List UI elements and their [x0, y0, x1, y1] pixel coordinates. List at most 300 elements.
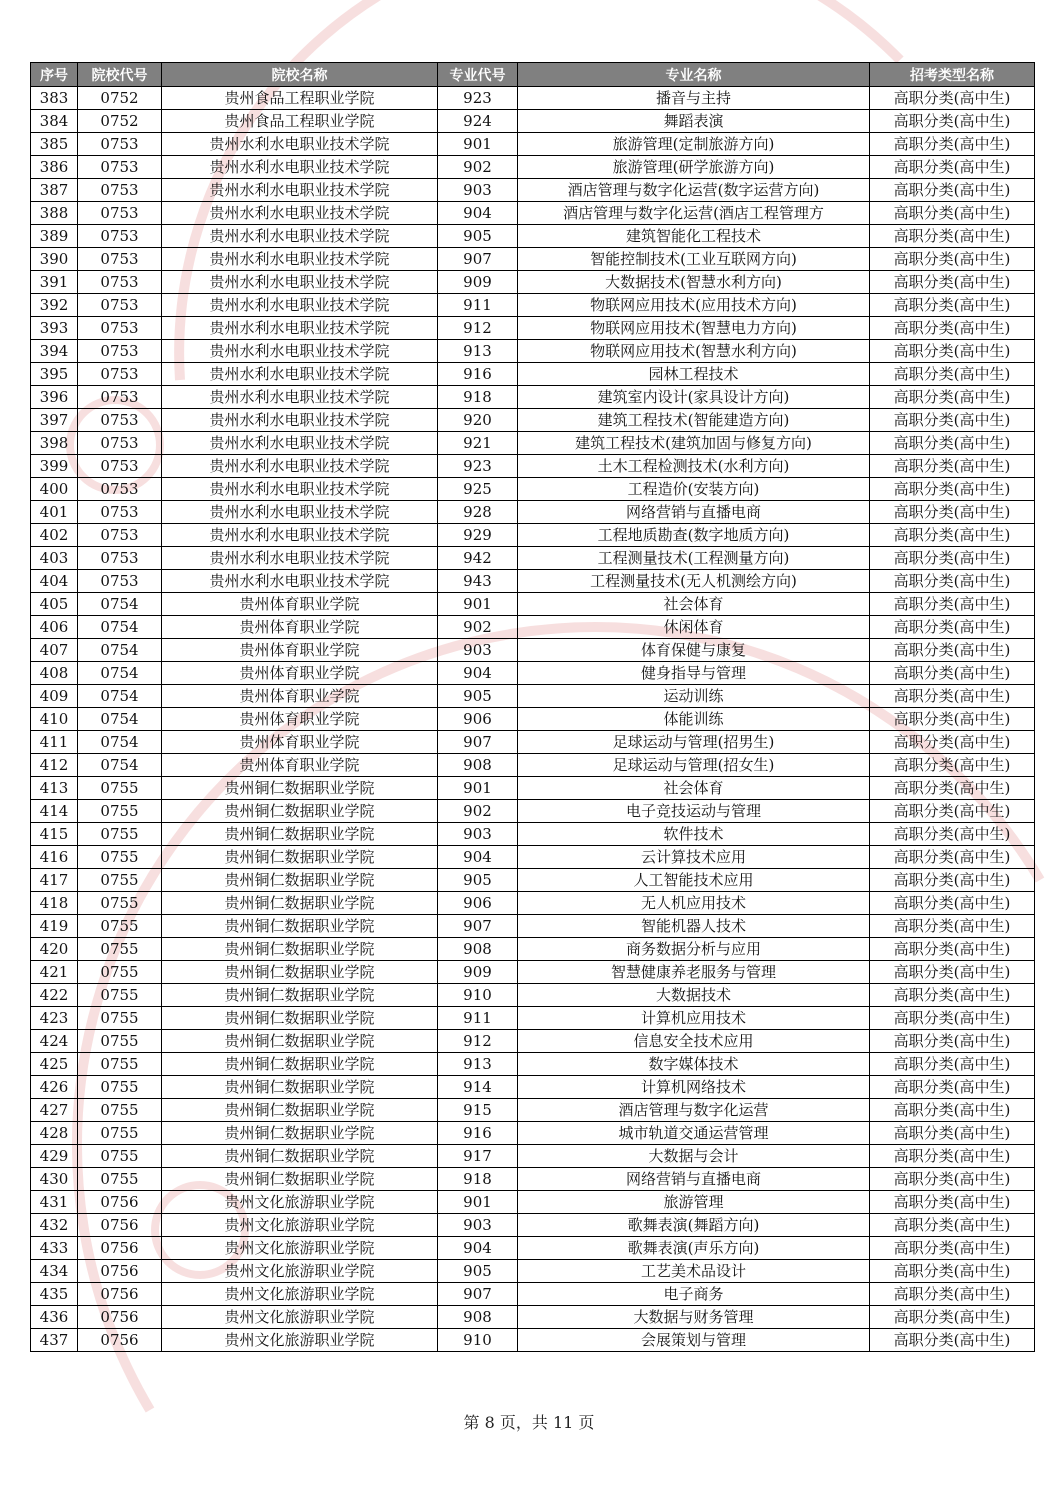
- cell-exam-type: 高职分类(高中生): [870, 800, 1035, 823]
- cell-major-name: 云计算技术应用: [518, 846, 870, 869]
- cell-major-code: 901: [438, 1191, 518, 1214]
- cell-major-name: 体能训练: [518, 708, 870, 731]
- cell-major-code: 902: [438, 156, 518, 179]
- table-row: [31, 317, 1035, 340]
- cell-seq: 420: [31, 938, 78, 961]
- cell-major-code: 918: [438, 386, 518, 409]
- table-row: [31, 87, 1035, 110]
- cell-school-name: 贵州文化旅游职业学院: [162, 1283, 438, 1306]
- cell-exam-type: 高职分类(高中生): [870, 271, 1035, 294]
- table-row: [31, 731, 1035, 754]
- cell-exam-type: 高职分类(高中生): [870, 1145, 1035, 1168]
- cell-exam-type: 高职分类(高中生): [870, 110, 1035, 133]
- cell-exam-type: 高职分类(高中生): [870, 1214, 1035, 1237]
- table-row: [31, 685, 1035, 708]
- table-row: [31, 1306, 1035, 1329]
- cell-school-code: 0752: [78, 110, 162, 133]
- cell-exam-type: 高职分类(高中生): [870, 869, 1035, 892]
- table-row: [31, 547, 1035, 570]
- cell-major-name: 城市轨道交通运营管理: [518, 1122, 870, 1145]
- cell-exam-type: 高职分类(高中生): [870, 340, 1035, 363]
- cell-exam-type: 高职分类(高中生): [870, 892, 1035, 915]
- cell-major-name: 足球运动与管理(招女生): [518, 754, 870, 777]
- cell-school-name: 贵州水利水电职业技术学院: [162, 478, 438, 501]
- cell-major-name: 社会体育: [518, 593, 870, 616]
- cell-school-code: 0753: [78, 294, 162, 317]
- cell-exam-type: 高职分类(高中生): [870, 156, 1035, 179]
- cell-seq: 428: [31, 1122, 78, 1145]
- cell-exam-type: 高职分类(高中生): [870, 984, 1035, 1007]
- table-row: [31, 570, 1035, 593]
- cell-school-name: 贵州水利水电职业技术学院: [162, 547, 438, 570]
- cell-school-name: 贵州水利水电职业技术学院: [162, 432, 438, 455]
- cell-major-code: 908: [438, 938, 518, 961]
- cell-exam-type: 高职分类(高中生): [870, 731, 1035, 754]
- header-school-name: 院校名称: [162, 63, 438, 87]
- cell-school-code: 0754: [78, 593, 162, 616]
- cell-seq: 410: [31, 708, 78, 731]
- cell-school-code: 0753: [78, 340, 162, 363]
- cell-school-code: 0753: [78, 501, 162, 524]
- table-row: [31, 524, 1035, 547]
- cell-major-name: 工艺美术品设计: [518, 1260, 870, 1283]
- cell-exam-type: 高职分类(高中生): [870, 593, 1035, 616]
- cell-school-name: 贵州水利水电职业技术学院: [162, 271, 438, 294]
- cell-major-code: 902: [438, 616, 518, 639]
- table-row: [31, 639, 1035, 662]
- cell-exam-type: 高职分类(高中生): [870, 432, 1035, 455]
- cell-school-code: 0754: [78, 639, 162, 662]
- cell-exam-type: 高职分类(高中生): [870, 639, 1035, 662]
- cell-school-name: 贵州铜仁数据职业学院: [162, 1030, 438, 1053]
- cell-major-name: 物联网应用技术(智慧水利方向): [518, 340, 870, 363]
- cell-major-name: 社会体育: [518, 777, 870, 800]
- cell-major-code: 904: [438, 846, 518, 869]
- cell-school-name: 贵州铜仁数据职业学院: [162, 869, 438, 892]
- cell-school-code: 0755: [78, 1007, 162, 1030]
- cell-seq: 383: [31, 87, 78, 110]
- cell-major-code: 903: [438, 1214, 518, 1237]
- table-row: [31, 823, 1035, 846]
- table-row: [31, 1237, 1035, 1260]
- table-row: [31, 777, 1035, 800]
- cell-major-name: 无人机应用技术: [518, 892, 870, 915]
- cell-exam-type: 高职分类(高中生): [870, 616, 1035, 639]
- cell-school-code: 0755: [78, 1099, 162, 1122]
- cell-major-code: 908: [438, 1306, 518, 1329]
- cell-school-name: 贵州铜仁数据职业学院: [162, 777, 438, 800]
- cell-school-code: 0753: [78, 156, 162, 179]
- cell-major-name: 建筑智能化工程技术: [518, 225, 870, 248]
- table-row: [31, 869, 1035, 892]
- cell-major-code: 924: [438, 110, 518, 133]
- cell-major-code: 911: [438, 1007, 518, 1030]
- cell-school-code: 0755: [78, 1168, 162, 1191]
- cell-exam-type: 高职分类(高中生): [870, 133, 1035, 156]
- cell-exam-type: 高职分类(高中生): [870, 1007, 1035, 1030]
- cell-school-name: 贵州体育职业学院: [162, 731, 438, 754]
- cell-major-name: 歌舞表演(舞蹈方向): [518, 1214, 870, 1237]
- cell-school-code: 0755: [78, 961, 162, 984]
- cell-major-name: 运动训练: [518, 685, 870, 708]
- table-row: [31, 1122, 1035, 1145]
- cell-major-name: 园林工程技术: [518, 363, 870, 386]
- cell-school-code: 0755: [78, 800, 162, 823]
- cell-major-name: 智能机器人技术: [518, 915, 870, 938]
- header-school-code: 院校代号: [78, 63, 162, 87]
- cell-school-name: 贵州文化旅游职业学院: [162, 1237, 438, 1260]
- cell-school-name: 贵州铜仁数据职业学院: [162, 1007, 438, 1030]
- cell-school-name: 贵州水利水电职业技术学院: [162, 179, 438, 202]
- cell-school-name: 贵州铜仁数据职业学院: [162, 1053, 438, 1076]
- cell-seq: 404: [31, 570, 78, 593]
- cell-seq: 430: [31, 1168, 78, 1191]
- cell-exam-type: 高职分类(高中生): [870, 87, 1035, 110]
- cell-exam-type: 高职分类(高中生): [870, 248, 1035, 271]
- cell-exam-type: 高职分类(高中生): [870, 1237, 1035, 1260]
- cell-major-code: 901: [438, 133, 518, 156]
- cell-exam-type: 高职分类(高中生): [870, 1099, 1035, 1122]
- cell-exam-type: 高职分类(高中生): [870, 823, 1035, 846]
- cell-exam-type: 高职分类(高中生): [870, 1283, 1035, 1306]
- cell-exam-type: 高职分类(高中生): [870, 1030, 1035, 1053]
- cell-school-code: 0753: [78, 455, 162, 478]
- cell-school-code: 0754: [78, 616, 162, 639]
- cell-major-name: 舞蹈表演: [518, 110, 870, 133]
- cell-exam-type: 高职分类(高中生): [870, 478, 1035, 501]
- cell-seq: 395: [31, 363, 78, 386]
- cell-school-code: 0755: [78, 1076, 162, 1099]
- table-row: [31, 961, 1035, 984]
- cell-major-name: 工程测量技术(工程测量方向): [518, 547, 870, 570]
- cell-major-name: 工程测量技术(无人机测绘方向): [518, 570, 870, 593]
- cell-school-code: 0756: [78, 1260, 162, 1283]
- cell-school-code: 0753: [78, 478, 162, 501]
- cell-major-code: 907: [438, 731, 518, 754]
- cell-major-code: 911: [438, 294, 518, 317]
- cell-school-code: 0755: [78, 892, 162, 915]
- cell-exam-type: 高职分类(高中生): [870, 938, 1035, 961]
- cell-school-name: 贵州铜仁数据职业学院: [162, 1145, 438, 1168]
- table-row: [31, 478, 1035, 501]
- cell-seq: 394: [31, 340, 78, 363]
- cell-school-name: 贵州铜仁数据职业学院: [162, 1076, 438, 1099]
- cell-exam-type: 高职分类(高中生): [870, 501, 1035, 524]
- table-row: [31, 593, 1035, 616]
- table-row: [31, 110, 1035, 133]
- table-row: [31, 892, 1035, 915]
- cell-school-code: 0754: [78, 685, 162, 708]
- cell-major-name: 数字媒体技术: [518, 1053, 870, 1076]
- table-row: [31, 225, 1035, 248]
- cell-major-name: 旅游管理(研学旅游方向): [518, 156, 870, 179]
- cell-exam-type: 高职分类(高中生): [870, 708, 1035, 731]
- cell-school-code: 0755: [78, 777, 162, 800]
- table-row: [31, 1053, 1035, 1076]
- cell-school-code: 0753: [78, 202, 162, 225]
- cell-school-code: 0754: [78, 708, 162, 731]
- table-row: [31, 501, 1035, 524]
- cell-major-code: 907: [438, 915, 518, 938]
- cell-major-name: 电子商务: [518, 1283, 870, 1306]
- cell-major-code: 943: [438, 570, 518, 593]
- cell-seq: 396: [31, 386, 78, 409]
- cell-major-code: 912: [438, 317, 518, 340]
- cell-exam-type: 高职分类(高中生): [870, 662, 1035, 685]
- cell-school-code: 0753: [78, 133, 162, 156]
- cell-school-code: 0753: [78, 547, 162, 570]
- table-row: [31, 662, 1035, 685]
- cell-seq: 386: [31, 156, 78, 179]
- cell-major-name: 网络营销与直播电商: [518, 1168, 870, 1191]
- cell-major-code: 910: [438, 984, 518, 1007]
- cell-seq: 426: [31, 1076, 78, 1099]
- cell-school-name: 贵州水利水电职业技术学院: [162, 409, 438, 432]
- cell-school-name: 贵州水利水电职业技术学院: [162, 133, 438, 156]
- cell-major-name: 酒店管理与数字化运营(酒店工程管理方: [518, 202, 870, 225]
- cell-school-name: 贵州铜仁数据职业学院: [162, 961, 438, 984]
- cell-seq: 405: [31, 593, 78, 616]
- table-row: [31, 1214, 1035, 1237]
- cell-exam-type: 高职分类(高中生): [870, 1329, 1035, 1352]
- cell-seq: 432: [31, 1214, 78, 1237]
- cell-exam-type: 高职分类(高中生): [870, 754, 1035, 777]
- cell-exam-type: 高职分类(高中生): [870, 202, 1035, 225]
- cell-major-name: 建筑工程技术(智能建造方向): [518, 409, 870, 432]
- cell-exam-type: 高职分类(高中生): [870, 294, 1035, 317]
- cell-major-code: 907: [438, 1283, 518, 1306]
- cell-school-name: 贵州铜仁数据职业学院: [162, 915, 438, 938]
- table-row: [31, 294, 1035, 317]
- table-row: [31, 1145, 1035, 1168]
- cell-seq: 408: [31, 662, 78, 685]
- cell-major-code: 928: [438, 501, 518, 524]
- cell-school-name: 贵州食品工程职业学院: [162, 87, 438, 110]
- cell-school-code: 0755: [78, 984, 162, 1007]
- cell-exam-type: 高职分类(高中生): [870, 409, 1035, 432]
- cell-school-name: 贵州水利水电职业技术学院: [162, 294, 438, 317]
- table-row: [31, 133, 1035, 156]
- cell-school-code: 0756: [78, 1191, 162, 1214]
- cell-school-name: 贵州水利水电职业技术学院: [162, 248, 438, 271]
- cell-school-code: 0755: [78, 915, 162, 938]
- cell-seq: 407: [31, 639, 78, 662]
- cell-school-name: 贵州水利水电职业技术学院: [162, 570, 438, 593]
- cell-major-name: 会展策划与管理: [518, 1329, 870, 1352]
- cell-major-code: 905: [438, 1260, 518, 1283]
- cell-school-code: 0753: [78, 524, 162, 547]
- cell-major-code: 903: [438, 823, 518, 846]
- cell-major-name: 大数据技术: [518, 984, 870, 1007]
- header-major-code: 专业代号: [438, 63, 518, 87]
- cell-major-code: 905: [438, 685, 518, 708]
- cell-major-code: 916: [438, 1122, 518, 1145]
- cell-major-code: 905: [438, 225, 518, 248]
- cell-seq: 409: [31, 685, 78, 708]
- cell-major-name: 电子竞技运动与管理: [518, 800, 870, 823]
- cell-major-name: 健身指导与管理: [518, 662, 870, 685]
- cell-major-name: 物联网应用技术(智慧电力方向): [518, 317, 870, 340]
- cell-major-name: 大数据技术(智慧水利方向): [518, 271, 870, 294]
- cell-school-name: 贵州体育职业学院: [162, 708, 438, 731]
- cell-seq: 417: [31, 869, 78, 892]
- cell-school-name: 贵州铜仁数据职业学院: [162, 892, 438, 915]
- cell-major-code: 909: [438, 271, 518, 294]
- cell-seq: 422: [31, 984, 78, 1007]
- cell-school-name: 贵州文化旅游职业学院: [162, 1329, 438, 1352]
- cell-exam-type: 高职分类(高中生): [870, 386, 1035, 409]
- cell-major-name: 人工智能技术应用: [518, 869, 870, 892]
- cell-seq: 423: [31, 1007, 78, 1030]
- cell-seq: 436: [31, 1306, 78, 1329]
- cell-school-name: 贵州水利水电职业技术学院: [162, 317, 438, 340]
- cell-school-name: 贵州食品工程职业学院: [162, 110, 438, 133]
- cell-major-name: 大数据与财务管理: [518, 1306, 870, 1329]
- cell-exam-type: 高职分类(高中生): [870, 524, 1035, 547]
- cell-major-code: 921: [438, 432, 518, 455]
- cell-school-code: 0755: [78, 1145, 162, 1168]
- cell-school-code: 0755: [78, 869, 162, 892]
- cell-school-name: 贵州水利水电职业技术学院: [162, 363, 438, 386]
- cell-school-code: 0754: [78, 754, 162, 777]
- table-row: [31, 202, 1035, 225]
- cell-exam-type: 高职分类(高中生): [870, 1306, 1035, 1329]
- table-header-row: [31, 63, 1035, 87]
- cell-seq: 431: [31, 1191, 78, 1214]
- cell-major-name: 播音与主持: [518, 87, 870, 110]
- cell-school-name: 贵州体育职业学院: [162, 754, 438, 777]
- table-row: [31, 616, 1035, 639]
- cell-major-code: 906: [438, 892, 518, 915]
- cell-school-code: 0756: [78, 1214, 162, 1237]
- page-footer: 第 8 页，共 11 页: [463, 1413, 595, 1432]
- cell-school-name: 贵州铜仁数据职业学院: [162, 800, 438, 823]
- cell-exam-type: 高职分类(高中生): [870, 1191, 1035, 1214]
- table-row: [31, 340, 1035, 363]
- cell-seq: 384: [31, 110, 78, 133]
- cell-school-code: 0755: [78, 1030, 162, 1053]
- cell-school-code: 0753: [78, 386, 162, 409]
- table-row: [31, 409, 1035, 432]
- cell-major-name: 酒店管理与数字化运营(数字运营方向): [518, 179, 870, 202]
- cell-school-code: 0755: [78, 1122, 162, 1145]
- cell-exam-type: 高职分类(高中生): [870, 685, 1035, 708]
- cell-seq: 388: [31, 202, 78, 225]
- cell-major-name: 工程地质勘查(数字地质方向): [518, 524, 870, 547]
- cell-school-name: 贵州水利水电职业技术学院: [162, 455, 438, 478]
- cell-school-name: 贵州水利水电职业技术学院: [162, 225, 438, 248]
- table-row: [31, 271, 1035, 294]
- cell-school-name: 贵州水利水电职业技术学院: [162, 156, 438, 179]
- table-row: [31, 938, 1035, 961]
- table-row: [31, 455, 1035, 478]
- cell-seq: 401: [31, 501, 78, 524]
- cell-school-code: 0755: [78, 823, 162, 846]
- cell-major-code: 905: [438, 869, 518, 892]
- cell-major-name: 网络营销与直播电商: [518, 501, 870, 524]
- cell-school-name: 贵州铜仁数据职业学院: [162, 984, 438, 1007]
- cell-major-code: 929: [438, 524, 518, 547]
- cell-major-name: 歌舞表演(声乐方向): [518, 1237, 870, 1260]
- cell-major-name: 休闲体育: [518, 616, 870, 639]
- cell-school-name: 贵州体育职业学院: [162, 662, 438, 685]
- cell-major-code: 902: [438, 800, 518, 823]
- cell-seq: 391: [31, 271, 78, 294]
- cell-major-code: 910: [438, 1329, 518, 1352]
- cell-major-code: 901: [438, 777, 518, 800]
- cell-seq: 435: [31, 1283, 78, 1306]
- cell-school-code: 0753: [78, 432, 162, 455]
- table-row: [31, 1191, 1035, 1214]
- cell-seq: 427: [31, 1099, 78, 1122]
- cell-seq: 414: [31, 800, 78, 823]
- cell-school-code: 0753: [78, 179, 162, 202]
- cell-major-name: 建筑工程技术(建筑加固与修复方向): [518, 432, 870, 455]
- cell-major-name: 计算机网络技术: [518, 1076, 870, 1099]
- table-row: [31, 156, 1035, 179]
- cell-major-code: 909: [438, 961, 518, 984]
- cell-major-code: 942: [438, 547, 518, 570]
- cell-school-name: 贵州体育职业学院: [162, 593, 438, 616]
- cell-school-name: 贵州铜仁数据职业学院: [162, 938, 438, 961]
- cell-major-name: 智慧健康养老服务与管理: [518, 961, 870, 984]
- cell-school-name: 贵州体育职业学院: [162, 616, 438, 639]
- cell-school-name: 贵州文化旅游职业学院: [162, 1191, 438, 1214]
- cell-seq: 390: [31, 248, 78, 271]
- cell-major-code: 920: [438, 409, 518, 432]
- cell-school-code: 0753: [78, 271, 162, 294]
- cell-major-name: 酒店管理与数字化运营: [518, 1099, 870, 1122]
- cell-major-code: 906: [438, 708, 518, 731]
- enrollment-table: [30, 62, 1035, 1352]
- cell-major-code: 915: [438, 1099, 518, 1122]
- cell-major-code: 916: [438, 363, 518, 386]
- table-row: [31, 1260, 1035, 1283]
- cell-major-name: 建筑室内设计(家具设计方向): [518, 386, 870, 409]
- cell-school-name: 贵州水利水电职业技术学院: [162, 501, 438, 524]
- cell-major-code: 903: [438, 179, 518, 202]
- table-row: [31, 179, 1035, 202]
- cell-school-name: 贵州水利水电职业技术学院: [162, 202, 438, 225]
- cell-exam-type: 高职分类(高中生): [870, 179, 1035, 202]
- cell-seq: 419: [31, 915, 78, 938]
- cell-exam-type: 高职分类(高中生): [870, 1122, 1035, 1145]
- cell-major-code: 913: [438, 1053, 518, 1076]
- cell-major-name: 工程造价(安装方向): [518, 478, 870, 501]
- cell-school-code: 0755: [78, 938, 162, 961]
- cell-exam-type: 高职分类(高中生): [870, 317, 1035, 340]
- cell-major-code: 912: [438, 1030, 518, 1053]
- table-row: [31, 1007, 1035, 1030]
- cell-major-name: 土木工程检测技术(水利方向): [518, 455, 870, 478]
- cell-exam-type: 高职分类(高中生): [870, 225, 1035, 248]
- cell-school-code: 0756: [78, 1306, 162, 1329]
- cell-major-code: 907: [438, 248, 518, 271]
- cell-exam-type: 高职分类(高中生): [870, 1260, 1035, 1283]
- results-table-container: [30, 62, 1034, 1352]
- cell-major-code: 908: [438, 754, 518, 777]
- cell-school-code: 0756: [78, 1237, 162, 1260]
- cell-exam-type: 高职分类(高中生): [870, 547, 1035, 570]
- cell-exam-type: 高职分类(高中生): [870, 1076, 1035, 1099]
- cell-seq: 413: [31, 777, 78, 800]
- cell-exam-type: 高职分类(高中生): [870, 961, 1035, 984]
- table-row: [31, 754, 1035, 777]
- cell-school-code: 0754: [78, 662, 162, 685]
- cell-seq: 398: [31, 432, 78, 455]
- table-row: [31, 432, 1035, 455]
- table-row: [31, 708, 1035, 731]
